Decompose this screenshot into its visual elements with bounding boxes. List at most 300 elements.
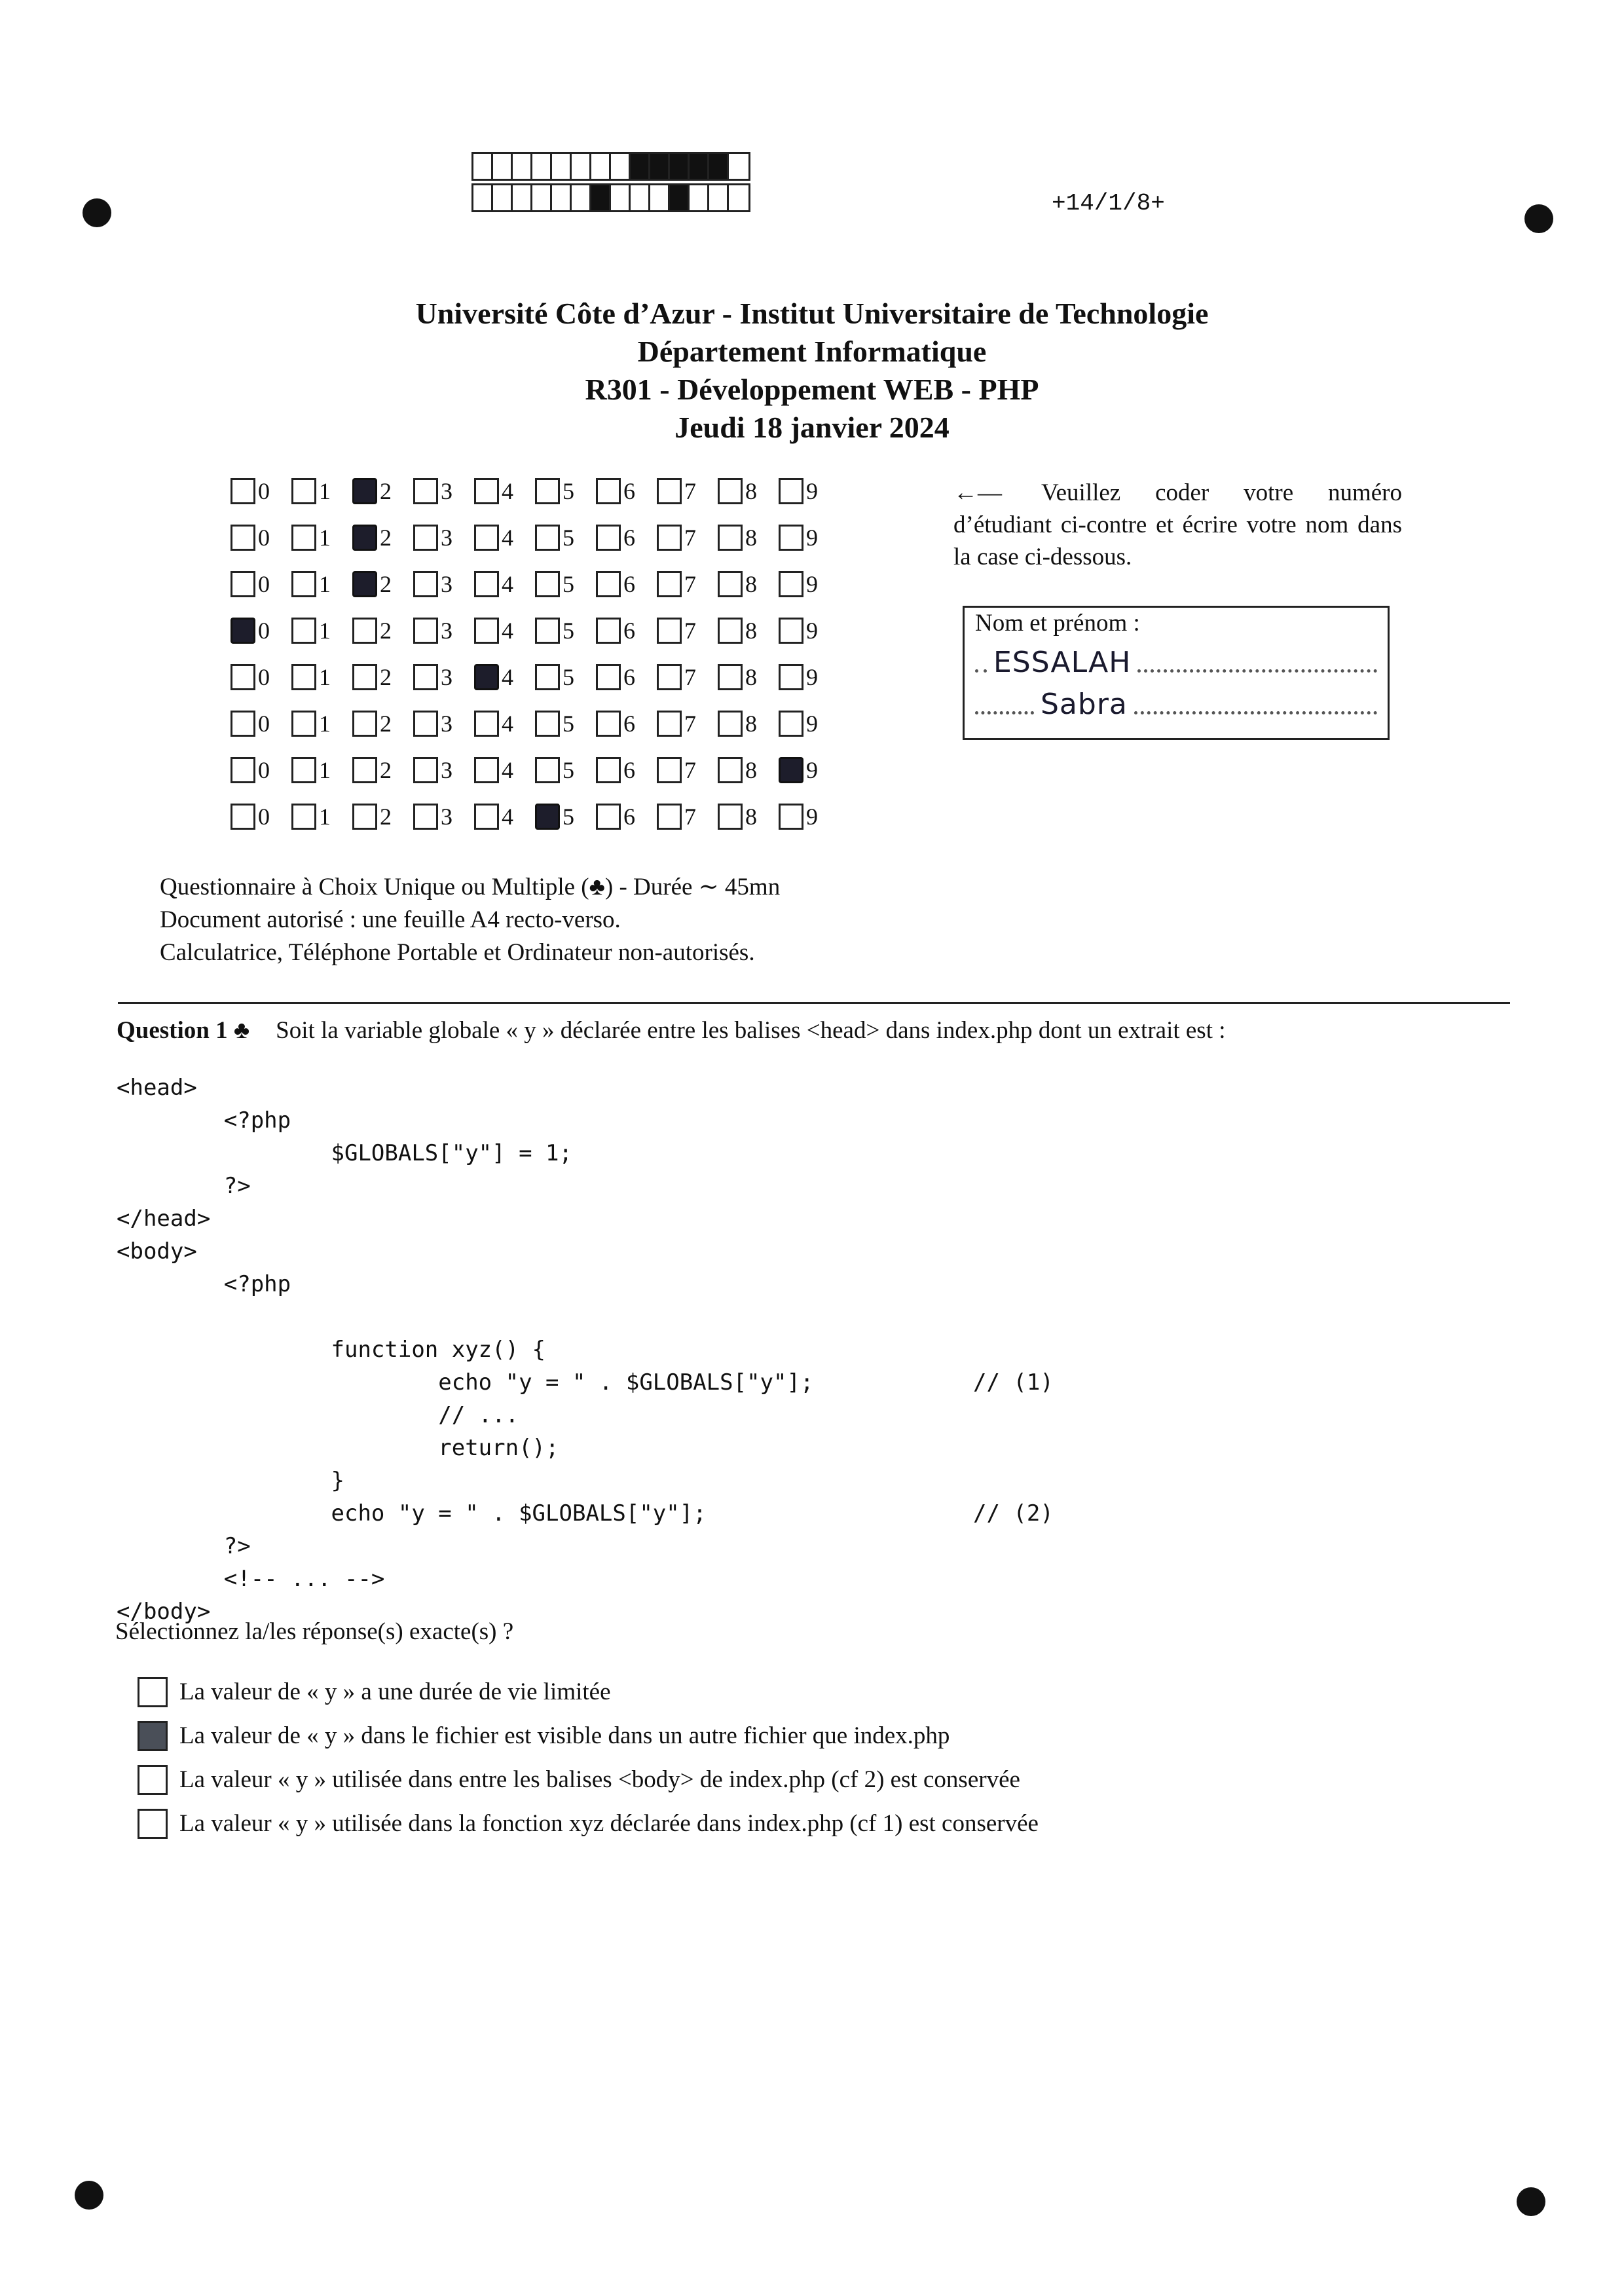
digit-checkbox[interactable] (231, 757, 255, 783)
digit-cell (231, 710, 291, 737)
digit-label: 6 (623, 663, 635, 690)
digit-checkbox[interactable] (779, 525, 803, 551)
digit-checkbox[interactable] (231, 571, 255, 597)
digit-checkbox[interactable] (657, 525, 682, 551)
digit-checkbox[interactable] (718, 757, 743, 783)
registration-mark-top-left (83, 198, 111, 227)
digit-checkbox[interactable] (474, 804, 499, 830)
digit-label: 7 (684, 710, 696, 737)
digit-label: 2 (380, 803, 392, 830)
code-text: echo "y = " . $GLOBALS["y"]; (117, 1369, 814, 1396)
digit-cell (291, 710, 352, 737)
digit-label: 0 (258, 570, 270, 597)
digit-checkbox[interactable] (718, 478, 743, 504)
digit-checkbox[interactable] (535, 664, 560, 690)
digit-checkbox[interactable] (291, 618, 316, 644)
digit-label: 9 (806, 570, 818, 597)
digit-checkbox[interactable] (352, 618, 377, 644)
digit-checkbox[interactable] (596, 664, 621, 690)
digit-checkbox[interactable] (779, 804, 803, 830)
digit-checkbox[interactable] (352, 478, 377, 504)
digit-cell (231, 663, 291, 691)
digit-label: 2 (380, 570, 392, 597)
digit-checkbox[interactable] (352, 525, 377, 551)
digit-checkbox[interactable] (231, 711, 255, 737)
code-listing (117, 1071, 1054, 1628)
digit-checkbox[interactable] (535, 711, 560, 737)
digit-label: 1 (319, 570, 331, 597)
digit-label: 4 (502, 663, 513, 690)
digit-label: 1 (319, 477, 331, 504)
code-line (117, 1333, 813, 1366)
code-line (117, 1563, 813, 1595)
digit-cell (657, 617, 718, 644)
code-line (117, 1202, 813, 1235)
digit-cell (291, 570, 352, 598)
digit-checkbox[interactable] (231, 618, 255, 644)
digit-checkbox[interactable] (413, 525, 438, 551)
digit-label: 5 (563, 477, 574, 504)
exam-info (160, 871, 780, 969)
digit-cell (535, 570, 596, 598)
digit-cell (231, 570, 291, 598)
code-text: } (117, 1468, 344, 1494)
digit-cell (352, 756, 413, 784)
digit-cell (596, 617, 657, 644)
digit-checkbox[interactable] (413, 571, 438, 597)
digit-cell (596, 477, 657, 505)
digit-label: 9 (806, 756, 818, 783)
digit-checkbox[interactable] (535, 525, 560, 551)
digit-label: 8 (745, 617, 757, 644)
digit-cell (657, 803, 718, 830)
answer-option[interactable] (138, 1802, 1039, 1845)
digit-checkbox[interactable] (413, 711, 438, 737)
code-text: // ... (117, 1402, 519, 1428)
code-text: ?> (117, 1173, 251, 1199)
digit-label: 9 (806, 617, 818, 644)
code-line (117, 1464, 813, 1497)
instructions-text: Veuillez coder votre numéro d’étudiant ci-contre et écrire votre nom dans la case ci-dessous. (953, 479, 1402, 570)
digit-label: 8 (745, 803, 757, 830)
digit-cell (657, 756, 718, 784)
student-number-row (231, 747, 840, 793)
page-barcode-top (471, 152, 750, 181)
digit-label: 5 (563, 756, 574, 783)
digit-label: 9 (806, 524, 818, 551)
digit-label: 6 (623, 803, 635, 830)
code-line (117, 1137, 813, 1170)
digit-cell (718, 803, 779, 830)
code-line (117, 1497, 1054, 1530)
answer-checkbox[interactable] (138, 1677, 168, 1707)
digit-label: 9 (806, 477, 818, 504)
digit-checkbox[interactable] (657, 711, 682, 737)
digit-checkbox[interactable] (596, 571, 621, 597)
digit-label: 3 (441, 617, 452, 644)
digit-checkbox[interactable] (535, 618, 560, 644)
digit-label: 0 (258, 524, 270, 551)
digit-checkbox[interactable] (413, 618, 438, 644)
digit-checkbox[interactable] (657, 664, 682, 690)
code-line (117, 1104, 813, 1137)
lastname-line[interactable] (975, 637, 1377, 679)
answer-options (138, 1670, 1039, 1845)
digit-cell (352, 663, 413, 691)
digit-checkbox[interactable] (535, 571, 560, 597)
digit-checkbox[interactable] (535, 804, 560, 830)
digit-checkbox[interactable] (231, 804, 255, 830)
digit-checkbox[interactable] (291, 525, 316, 551)
digit-checkbox[interactable] (231, 664, 255, 690)
digit-checkbox[interactable] (657, 804, 682, 830)
code-line (117, 1366, 1054, 1399)
digit-checkbox[interactable] (474, 711, 499, 737)
digit-label: 3 (441, 803, 452, 830)
digit-cell (413, 570, 474, 598)
student-number-row (231, 793, 840, 840)
digit-cell (718, 524, 779, 551)
digit-cell (779, 570, 840, 598)
code-text: <head> (117, 1075, 197, 1101)
digit-checkbox[interactable] (352, 711, 377, 737)
digit-checkbox[interactable] (596, 618, 621, 644)
digit-label: 4 (502, 617, 513, 644)
digit-checkbox[interactable] (535, 478, 560, 504)
code-line (117, 1235, 813, 1268)
digit-label: 8 (745, 477, 757, 504)
digit-checkbox[interactable] (596, 478, 621, 504)
code-text: <body> (117, 1238, 197, 1265)
answer-option[interactable] (138, 1714, 1039, 1758)
page-code: +14/1/8+ (1052, 190, 1165, 217)
digit-cell (474, 570, 535, 598)
digit-checkbox[interactable] (779, 711, 803, 737)
digit-label: 5 (563, 803, 574, 830)
answer-text: La valeur de « y » dans le fichier est visible dans un autre fichier que index.php (179, 1722, 950, 1749)
digit-label: 0 (258, 617, 270, 644)
answer-option[interactable] (138, 1670, 1039, 1714)
digit-label: 7 (684, 524, 696, 551)
header-date: Jeudi 18 janvier 2024 (674, 411, 950, 444)
digit-label: 1 (319, 524, 331, 551)
student-number-row (231, 700, 840, 747)
digit-checkbox[interactable] (779, 571, 803, 597)
code-text: <!-- ... --> (117, 1566, 385, 1592)
digit-cell (535, 710, 596, 737)
digit-checkbox[interactable] (718, 525, 743, 551)
digit-cell (535, 756, 596, 784)
digit-checkbox[interactable] (291, 478, 316, 504)
code-comment: // (1) (973, 1369, 1054, 1396)
digit-cell (474, 710, 535, 737)
digit-cell (718, 477, 779, 505)
question-1-label: Question 1 ♣ (117, 1017, 250, 1044)
digit-cell (291, 756, 352, 784)
digit-label: 8 (745, 524, 757, 551)
digit-cell (779, 663, 840, 691)
digit-label: 5 (563, 663, 574, 690)
digit-label: 1 (319, 663, 331, 690)
exam-info-devices: Calculatrice, Téléphone Portable et Ordinateur non-autorisés. (160, 939, 755, 966)
answer-checkbox[interactable] (138, 1765, 168, 1795)
code-text: </body> (117, 1599, 211, 1625)
digit-cell (535, 524, 596, 551)
digit-checkbox[interactable] (779, 757, 803, 783)
digit-cell (718, 663, 779, 691)
digit-cell (779, 756, 840, 784)
digit-checkbox[interactable] (718, 711, 743, 737)
digit-checkbox[interactable] (291, 757, 316, 783)
registration-mark-bottom-left (75, 2181, 103, 2210)
digit-checkbox[interactable] (657, 571, 682, 597)
code-line (117, 1071, 813, 1104)
digit-label: 0 (258, 756, 270, 783)
digit-cell (718, 570, 779, 598)
digit-label: 2 (380, 617, 392, 644)
digit-label: 6 (623, 477, 635, 504)
digit-checkbox[interactable] (474, 525, 499, 551)
digit-checkbox[interactable] (596, 804, 621, 830)
code-text: $GLOBALS["y"] = 1; (117, 1140, 572, 1166)
digit-cell (231, 617, 291, 644)
digit-cell (413, 477, 474, 505)
digit-cell (535, 663, 596, 691)
digit-cell (474, 756, 535, 784)
digit-label: 6 (623, 524, 635, 551)
registration-mark-bottom-right (1517, 2187, 1545, 2216)
digit-cell (291, 803, 352, 830)
digit-cell (474, 803, 535, 830)
digit-label: 3 (441, 477, 452, 504)
digit-label: 1 (319, 803, 331, 830)
code-text: echo "y = " . $GLOBALS["y"]; (117, 1500, 707, 1527)
digit-cell (657, 570, 718, 598)
digit-checkbox[interactable] (657, 757, 682, 783)
digit-label: 5 (563, 524, 574, 551)
digit-label: 8 (745, 710, 757, 737)
digit-checkbox[interactable] (657, 618, 682, 644)
digit-label: 0 (258, 477, 270, 504)
code-line (117, 1399, 813, 1432)
digit-cell (596, 663, 657, 691)
section-divider (118, 1002, 1510, 1004)
handwritten-firstname: Sabra (1041, 688, 1128, 721)
digit-checkbox[interactable] (291, 804, 316, 830)
code-text: return(); (117, 1435, 559, 1461)
digit-cell (596, 570, 657, 598)
digit-cell (596, 524, 657, 551)
digit-cell (352, 524, 413, 551)
digit-label: 5 (563, 570, 574, 597)
digit-cell (718, 756, 779, 784)
digit-cell (352, 617, 413, 644)
digit-checkbox[interactable] (474, 664, 499, 690)
digit-cell (291, 477, 352, 505)
code-text: <?php (117, 1271, 291, 1297)
digit-cell (352, 570, 413, 598)
digit-checkbox[interactable] (596, 757, 621, 783)
digit-cell (231, 803, 291, 830)
digit-checkbox[interactable] (718, 571, 743, 597)
code-text: </head> (117, 1206, 211, 1232)
digit-checkbox[interactable] (474, 618, 499, 644)
digit-label: 1 (319, 710, 331, 737)
answer-text: La valeur « y » utilisée dans la fonction xyz déclarée dans index.php (cf 1) est conservée (179, 1810, 1039, 1837)
digit-cell (352, 803, 413, 830)
firstname-line[interactable] (975, 679, 1377, 721)
digit-label: 1 (319, 617, 331, 644)
answer-checkbox[interactable] (138, 1809, 168, 1839)
digit-checkbox[interactable] (596, 711, 621, 737)
digit-label: 7 (684, 756, 696, 783)
handwritten-lastname: ESSALAH (993, 646, 1132, 679)
digit-label: 7 (684, 617, 696, 644)
digit-label: 8 (745, 570, 757, 597)
digit-checkbox[interactable] (413, 478, 438, 504)
digit-cell (231, 756, 291, 784)
code-text: <?php (117, 1107, 291, 1134)
digit-cell (596, 803, 657, 830)
code-line (117, 1530, 813, 1563)
name-box (963, 606, 1390, 740)
digit-checkbox[interactable] (291, 711, 316, 737)
digit-label: 4 (502, 756, 513, 783)
digit-cell (352, 477, 413, 505)
digit-checkbox[interactable] (474, 757, 499, 783)
digit-checkbox[interactable] (291, 664, 316, 690)
digit-label: 4 (502, 524, 513, 551)
digit-label: 5 (563, 710, 574, 737)
digit-cell (718, 617, 779, 644)
digit-label: 0 (258, 663, 270, 690)
digit-label: 9 (806, 803, 818, 830)
digit-label: 3 (441, 663, 452, 690)
student-number-row (231, 514, 840, 561)
digit-checkbox[interactable] (474, 478, 499, 504)
digit-checkbox[interactable] (352, 757, 377, 783)
digit-checkbox[interactable] (352, 571, 377, 597)
digit-checkbox[interactable] (413, 804, 438, 830)
digit-label: 3 (441, 710, 452, 737)
digit-cell (231, 477, 291, 505)
digit-cell (596, 756, 657, 784)
question-1-statement (117, 1016, 1226, 1045)
answer-checkbox[interactable] (138, 1721, 168, 1751)
digit-checkbox[interactable] (474, 571, 499, 597)
student-number-row (231, 561, 840, 607)
digit-cell (657, 477, 718, 505)
digit-cell (596, 710, 657, 737)
digit-label: 6 (623, 617, 635, 644)
digit-checkbox[interactable] (718, 804, 743, 830)
registration-mark-top-right (1524, 204, 1553, 233)
digit-cell (779, 710, 840, 737)
header-department: Département Informatique (637, 335, 987, 368)
digit-cell (413, 524, 474, 551)
digit-cell (413, 803, 474, 830)
digit-label: 8 (745, 663, 757, 690)
code-text: ?> (117, 1533, 251, 1559)
digit-checkbox[interactable] (231, 525, 255, 551)
digit-cell (291, 524, 352, 551)
digit-label: 4 (502, 710, 513, 737)
digit-checkbox[interactable] (779, 478, 803, 504)
digit-label: 4 (502, 570, 513, 597)
header-university: Université Côte d’Azur - Institut Universitaire de Technologie (415, 297, 1209, 330)
digit-cell (352, 710, 413, 737)
page-barcode-bottom (471, 183, 750, 212)
exam-header (0, 295, 1624, 447)
digit-label: 7 (684, 803, 696, 830)
digit-cell (718, 710, 779, 737)
digit-checkbox[interactable] (352, 664, 377, 690)
digit-cell (413, 663, 474, 691)
digit-cell (779, 524, 840, 551)
digit-checkbox[interactable] (413, 664, 438, 690)
digit-cell (657, 524, 718, 551)
digit-label: 4 (502, 477, 513, 504)
digit-cell (231, 524, 291, 551)
digit-cell (657, 710, 718, 737)
digit-checkbox[interactable] (779, 618, 803, 644)
code-line (117, 1268, 813, 1301)
digit-label: 6 (623, 710, 635, 737)
digit-cell (779, 477, 840, 505)
digit-checkbox[interactable] (718, 664, 743, 690)
code-line (117, 1301, 813, 1333)
code-line (117, 1432, 813, 1464)
digit-cell (474, 524, 535, 551)
student-number-row (231, 607, 840, 654)
digit-label: 2 (380, 710, 392, 737)
digit-label: 2 (380, 756, 392, 783)
digit-label: 6 (623, 756, 635, 783)
digit-label: 3 (441, 756, 452, 783)
digit-checkbox[interactable] (657, 478, 682, 504)
digit-label: 3 (441, 570, 452, 597)
digit-checkbox[interactable] (352, 804, 377, 830)
digit-label: 8 (745, 756, 757, 783)
answer-prompt: Sélectionnez la/les réponse(s) exacte(s) ? (115, 1618, 514, 1645)
digit-checkbox[interactable] (535, 757, 560, 783)
digit-checkbox[interactable] (291, 571, 316, 597)
digit-checkbox[interactable] (718, 618, 743, 644)
digit-checkbox[interactable] (779, 664, 803, 690)
exam-info-format: Questionnaire à Choix Unique ou Multiple (♣) - Durée ∼ 45mn (160, 874, 781, 900)
digit-cell (291, 617, 352, 644)
digit-cell (474, 477, 535, 505)
digit-label: 2 (380, 663, 392, 690)
digit-cell (535, 803, 596, 830)
digit-label: 1 (319, 756, 331, 783)
answer-option[interactable] (138, 1758, 1039, 1802)
digit-checkbox[interactable] (596, 525, 621, 551)
digit-checkbox[interactable] (413, 757, 438, 783)
answer-text: La valeur « y » utilisée dans entre les balises <body> de index.php (cf 2) est conservée (179, 1766, 1020, 1793)
digit-label: 2 (380, 477, 392, 504)
digit-cell (657, 663, 718, 691)
digit-label: 2 (380, 524, 392, 551)
student-number-row (231, 468, 840, 514)
digit-cell (413, 710, 474, 737)
code-comment: // (2) (973, 1500, 1054, 1527)
answer-text: La valeur de « y » a une durée de vie limitée (179, 1678, 611, 1705)
digit-checkbox[interactable] (231, 478, 255, 504)
digit-label: 0 (258, 710, 270, 737)
exam-info-documents: Document autorisé : une feuille A4 recto-verso. (160, 906, 621, 933)
question-1-text: Soit la variable globale « y » déclarée entre les balises <head> dans index.php dont un extrait est : (276, 1017, 1226, 1044)
